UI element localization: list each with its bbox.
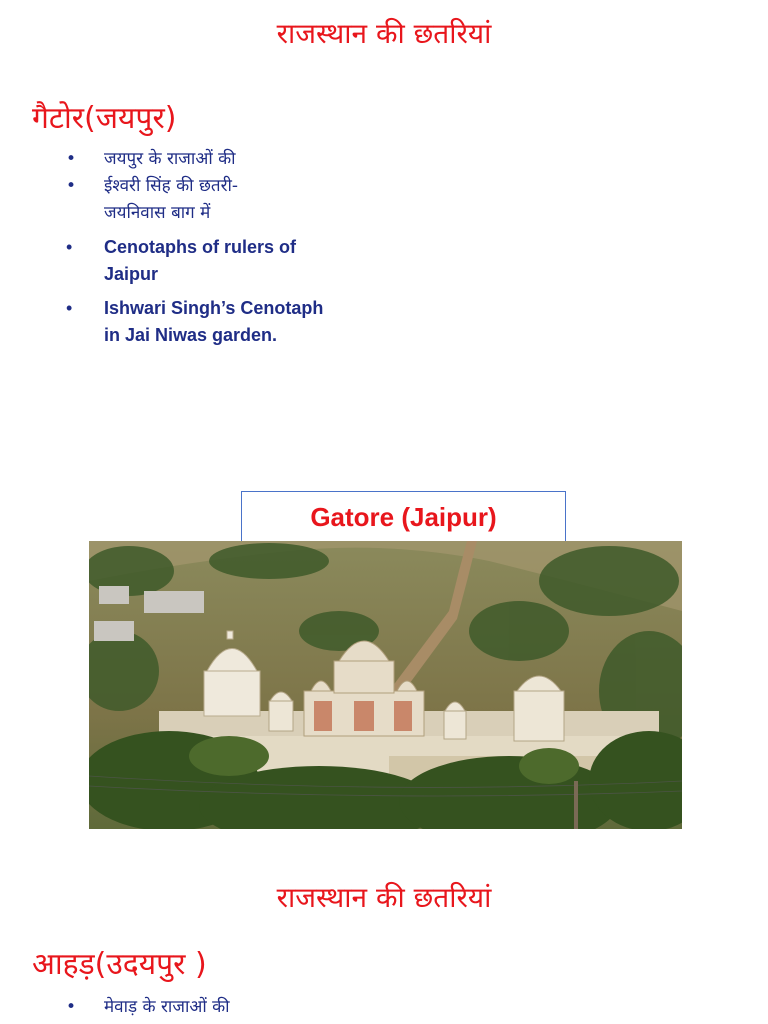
list-item (66, 146, 366, 173)
bullet-icon: • (66, 149, 77, 169)
bullet-icon: • (66, 997, 77, 1017)
bullet-icon: • (66, 176, 77, 196)
list-item-text: मेवाड़ के राजाओं की (104, 997, 230, 1017)
photo-caption: Gatore (Jaipur) (241, 491, 566, 541)
cenotaph-photo (89, 541, 682, 829)
bullet-icon: • (66, 298, 73, 318)
list-item (66, 295, 366, 349)
list-item (66, 173, 366, 227)
list-item (66, 994, 466, 1021)
section-heading: गैटोर(जयपुर) (32, 101, 177, 136)
list-item-text: Ishwari Singh’s Cenotaph in Jai Niwas garden. (104, 298, 324, 345)
list-item (66, 234, 366, 288)
list-item-text: ईश्वरी सिंह की छतरी- जयनिवास बाग में (104, 176, 239, 223)
bullet-icon: • (66, 237, 73, 257)
list-item-text: Cenotaphs of rulers of Jaipur (104, 237, 297, 284)
slide-title: राजस्थान की छतरियां (276, 881, 492, 914)
section-heading: आहड़(उदयपुर ) (32, 947, 207, 982)
bullet-list (66, 146, 366, 349)
bullet-list (66, 994, 466, 1021)
list-item-text: जयपुर के राजाओं की (104, 149, 236, 169)
slide-title: राजस्थान की छतरियां (276, 17, 492, 50)
